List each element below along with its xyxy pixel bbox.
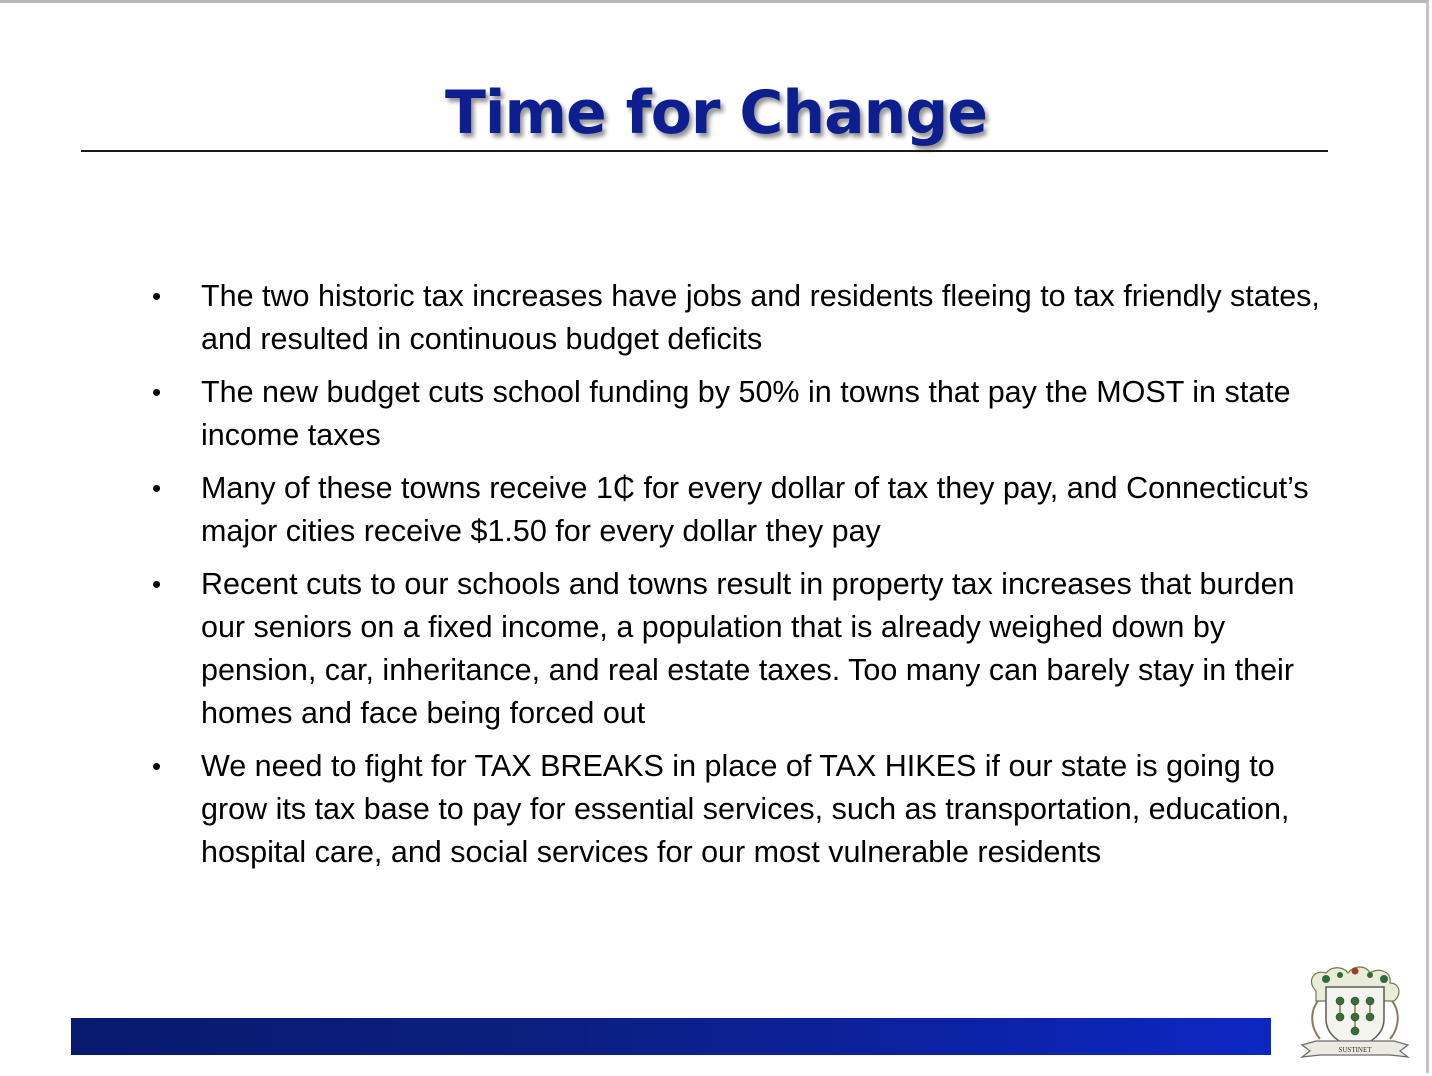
bullet-text: We need to fight for TAX BREAKS in place of TAX HIKES if our state is going to grow its tax base to pay for essential services, such as transportation, education, hospital care, and social services for our most vulnerable residents (201, 749, 1290, 869)
bullet-text: Many of these towns receive 1₵ for every dollar of tax they pay, and Connecticut’s major cities receive $1.50 for every dollar they pay (201, 471, 1309, 548)
bullet-item (150, 275, 1330, 361)
footer-gradient-bar (71, 1018, 1271, 1055)
bullet-text: The new budget cuts school funding by 50% in towns that pay the MOST in state income taxes (201, 375, 1291, 452)
slide-title: Time for Change (445, 78, 987, 148)
bullet-icon: • (152, 281, 162, 311)
bullet-icon: • (152, 751, 162, 781)
bullet-text: The two historic tax increases have jobs and residents fleeing to tax friendly states, and resulted in continuous budget deficits (201, 279, 1320, 356)
bullet-text: Recent cuts to our schools and towns result in property tax increases that burden our seniors on a fixed income, a population that is already weighed down by pension, car, inheritance, and real estate taxes. Too many can barely stay in their homes and face being forced out (201, 567, 1295, 730)
bullet-list (150, 275, 1330, 884)
title-divider (81, 150, 1328, 152)
bullet-icon: • (152, 569, 162, 599)
bullet-item (150, 563, 1330, 735)
bullet-item (150, 371, 1330, 457)
seal-motto: SUSTINET (1338, 1046, 1372, 1054)
bullet-item (150, 467, 1330, 553)
connecticut-state-seal-icon (1296, 961, 1414, 1061)
bullet-item (150, 745, 1330, 874)
bullet-icon: • (152, 473, 162, 503)
bullet-icon: • (152, 377, 162, 407)
